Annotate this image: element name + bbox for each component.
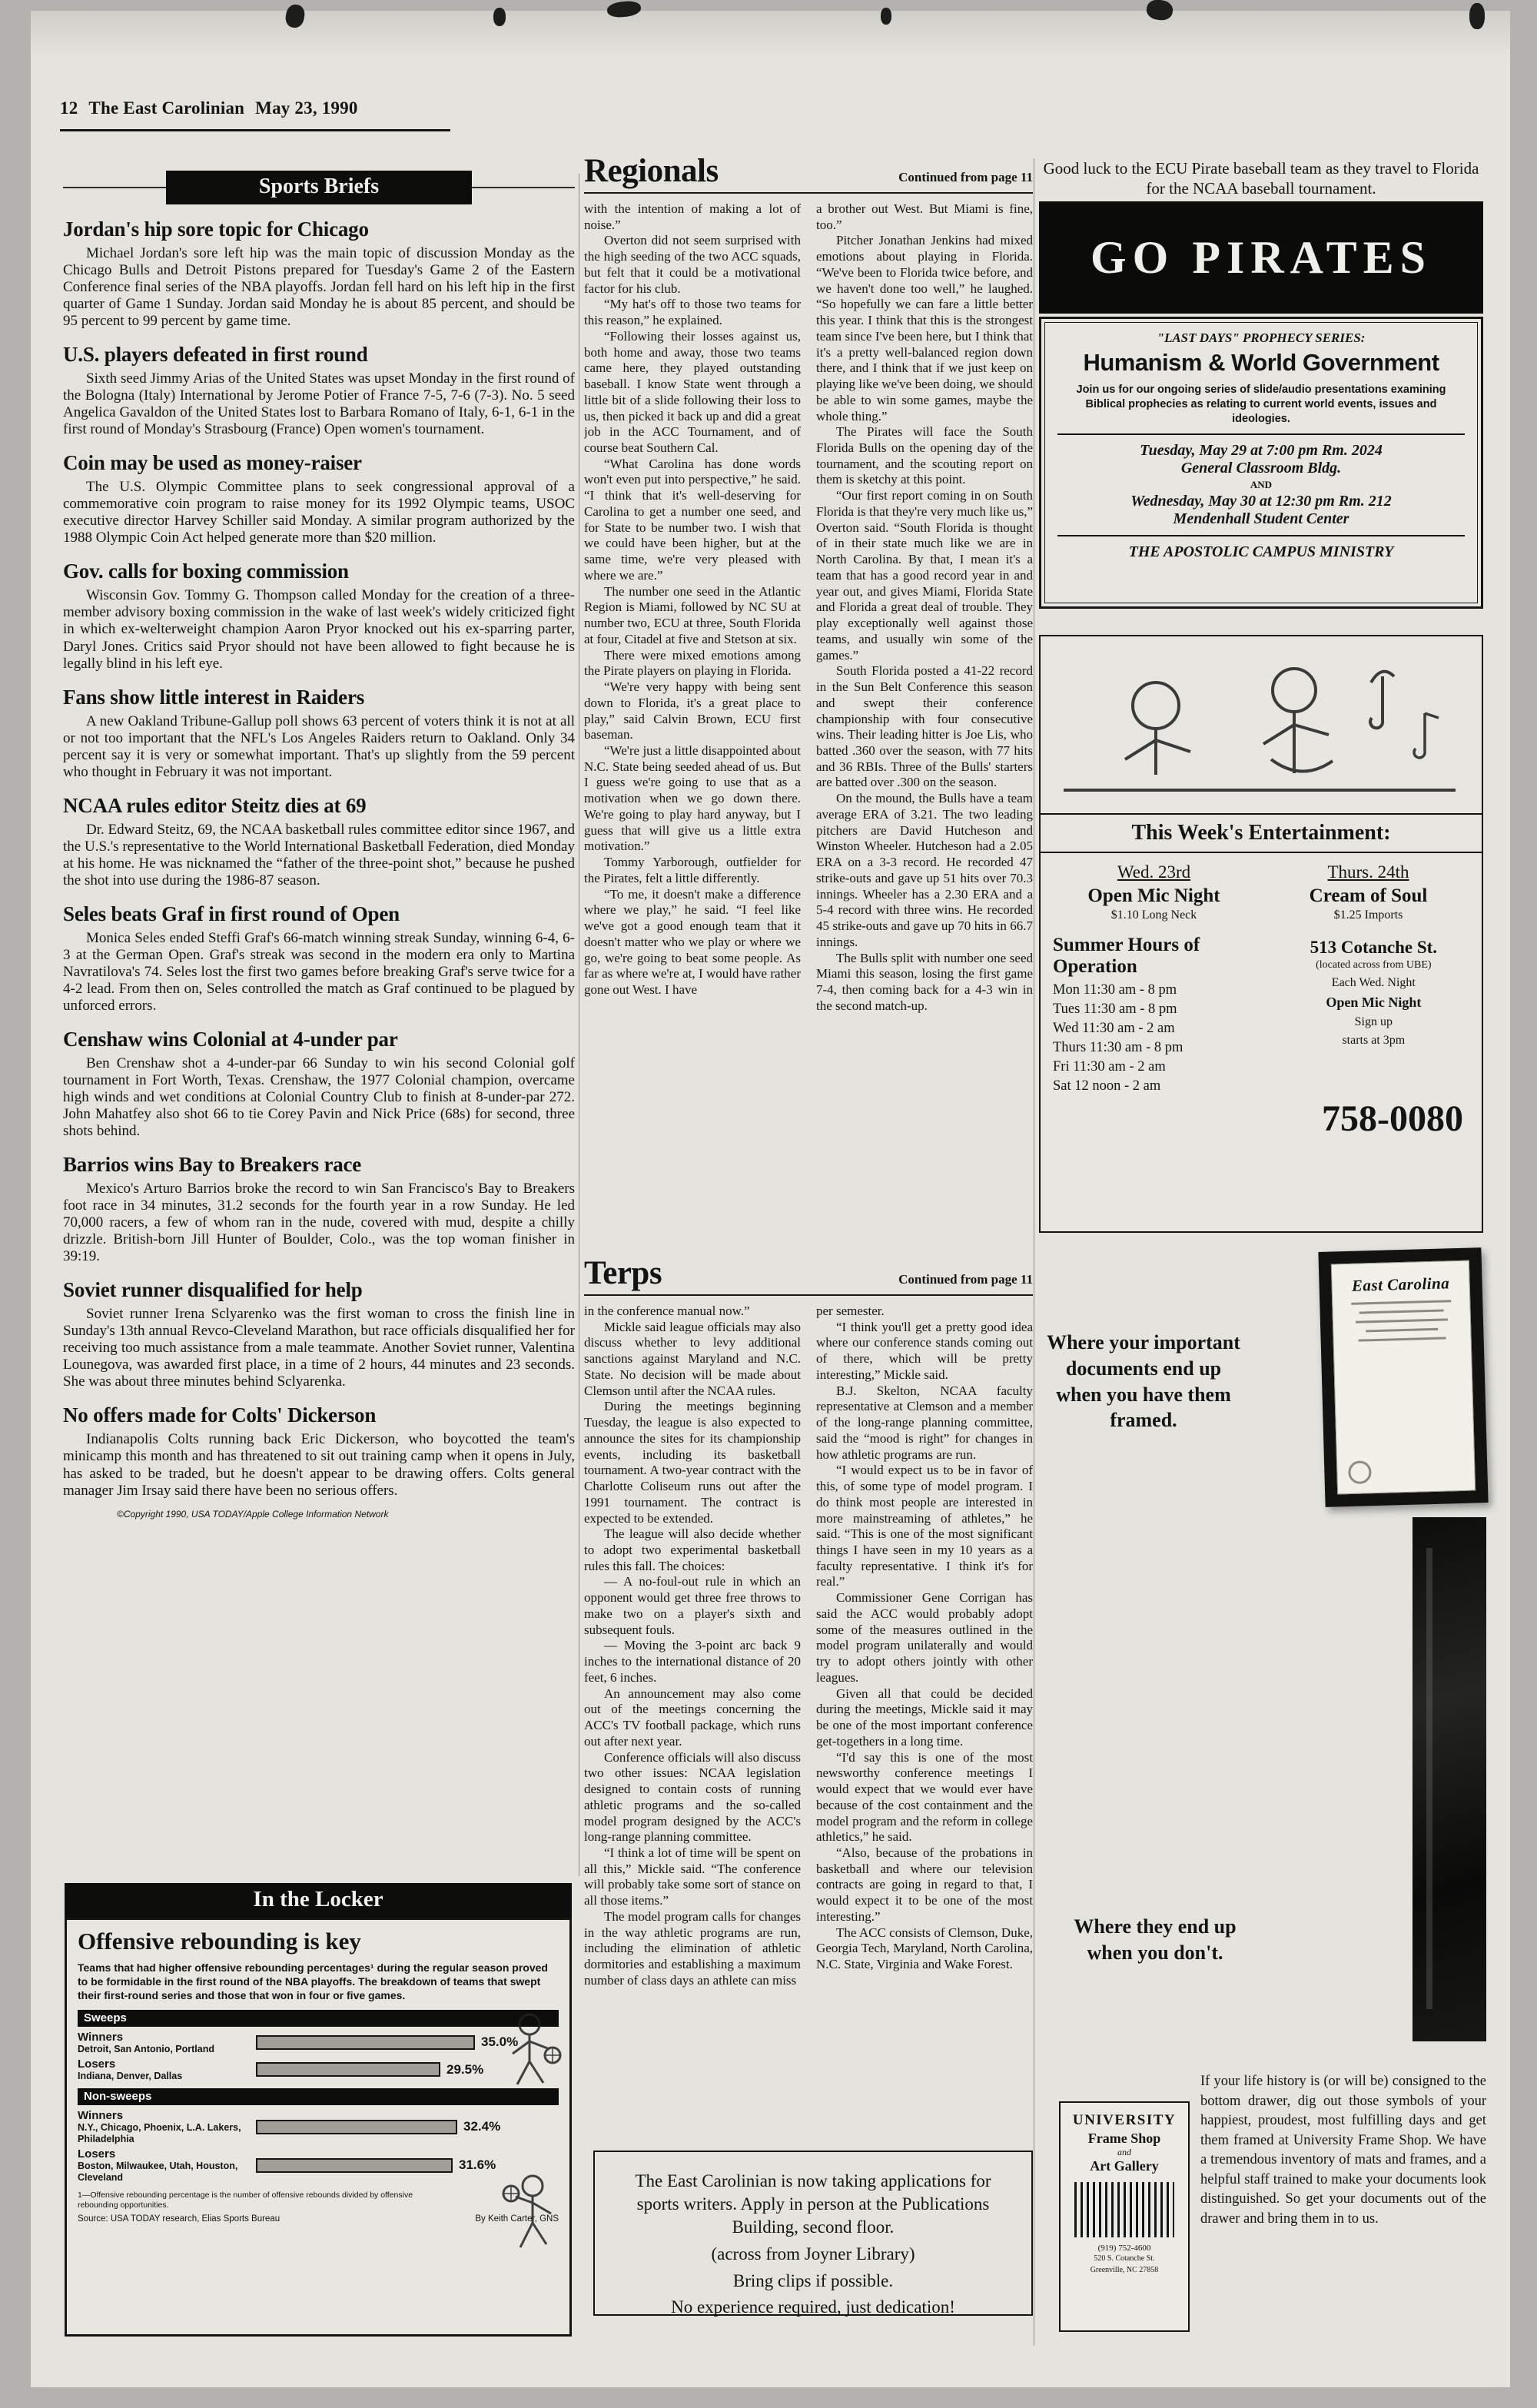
- shop-address-line: Greenville, NC 27858: [1090, 2265, 1159, 2274]
- good-luck-note: Good luck to the ECU Pirate baseball team as they travel to Florida for the NCAA baseball tournament.: [1043, 159, 1479, 198]
- infographic-intro: Teams that had higher offensive rebounding percentages¹ during the regular season proved to be formidable in the first round of the NBA playoffs. The breakdown of teams that swept their first-round series and those that won in four or five games.: [78, 1961, 548, 2001]
- hours-title: Summer Hours of Operation: [1053, 935, 1200, 977]
- decorative-frame-graphic: [1074, 2182, 1174, 2237]
- file-drawer-photo: [1413, 1517, 1486, 2041]
- framed-document-photo: [1318, 1247, 1488, 1507]
- regionals-story: [584, 152, 1033, 1241]
- percent-bar: [256, 2062, 440, 2077]
- prophecy-series-ad: [1039, 317, 1483, 609]
- rule: [1057, 535, 1465, 536]
- brief-body: Ben Crenshaw shot a 4-under-par 66 Sunday to win his second Colonial golf tournament in Fort Worth, Texas. Crenshaw, the 1977 Colonial champion, overcame high winds and wet conditions at Colonial Country Club to finish at 8-under-par 272. John Mahatfey also shot 66 to tie Corey Pavin and Nick Price (68s) for second, three shots behind.: [63, 1055, 575, 1140]
- brief-headline: Seles beats Graf in first round of Open: [63, 902, 400, 925]
- entertainment-lower: [1041, 925, 1482, 1098]
- cartoon-drawing: [1041, 636, 1482, 813]
- winners-label: Winners: [78, 2030, 124, 2044]
- summer-hours: [1053, 935, 1278, 1098]
- brief-article: [63, 218, 575, 330]
- venue-note: Sign up: [1354, 1015, 1393, 1028]
- scan-artifact: [493, 8, 506, 26]
- basketball-player-cartoon: [499, 2174, 565, 2254]
- sports-briefs-header-row: [63, 171, 575, 204]
- event2-when: Wednesday, May 30 at 12:30 pm Rm. 212: [1130, 492, 1392, 510]
- bar-cartoon-illustration: [1041, 636, 1482, 815]
- brief-article: [63, 794, 575, 889]
- page-header: [60, 98, 369, 118]
- brief-headline: Coin may be used as money-raiser: [63, 451, 362, 475]
- shop-name-line: UNIVERSITY: [1072, 2112, 1177, 2128]
- basketball-player-cartoon: [499, 2011, 565, 2091]
- event-name: Cream of Soul: [1309, 885, 1428, 906]
- brief-article: [63, 451, 575, 546]
- regionals-column-1: with the intention of making a lot of noise.” Overton did not seem surprised with the high seeding of the two ACC squads, but felt that it could be a motivational factor for his club. “My hat's off to those two teams for this reason,” he explained. “Following their losses against us, both home and away, those two teams came here, they played outstanding baseball. I know State went through a little bit of a slide following their loss to us, then picked it back up and did a great job in the ACC Tournament, and of course beat Southern Cal. “What Carolina has done words won't even put into perspective,” he said. “I think that it's well-deserving for Carolina to get a number one seed, and for State to be number two. I wish that we could have been higher, but at the same time, we're very pleased with where we are.” The number one seed in the Atlantic Region is Miami, followed by NC SU at number two, ECU at three, South Florida at four, Citadel at five and Stetson at six. There were mixed emotions among the Pirate players on playing in Florida. “We're very happy with being sent down to Florida, it's a great place to play,” said Calvin Brown, ECU first baseman. “We're just a little disappointed about N.C. State being seeded ahead of us. But I guess we're going to use that as a motivation when we go down there. We're going to play hard anyway, but I guess that will give us a little extra motivation.” Tommy Yarborough, outfielder for the Pirates, felt a little differently. “To me, it doesn't make a difference where we play,” he said. “I feel like we've got a good enough team that it doesn't matter who we play or where we go, we're going to beat some people. As far as where we're at, I would have rather gone out West. I have: [584, 201, 801, 997]
- continued-from-note: Continued from page 11: [898, 1272, 1033, 1287]
- prophecy-title: Humanism & World Government: [1083, 349, 1439, 376]
- winners-teams: Detroit, San Antonio, Portland: [78, 2043, 215, 2054]
- brief-body: Wisconsin Gov. Tommy G. Thompson called Monday for the creation of a three-member advisory boxing commission in the wake of last week's widely criticized fight in which ex-welterweight champion Aaron Pryor knocked out his ex-sparring parter, Daryl Jones. Critics said Pryor should not have been allowed to fight because he is legally blind in his left eye.: [63, 587, 575, 672]
- in-the-locker-header: In the Locker: [65, 1883, 572, 1918]
- percent-bar: [256, 2120, 457, 2134]
- brief-headline: U.S. players defeated in first round: [63, 343, 368, 367]
- frame-shop-ad: [1037, 1244, 1486, 2357]
- prophecy-series-label: "LAST DAYS" PROPHECY SERIES:: [1157, 330, 1366, 345]
- brief-headline: Gov. calls for boxing commission: [63, 560, 349, 583]
- ministry-name: THE APOSTOLIC CAMPUS MINISTRY: [1128, 543, 1394, 560]
- continued-from-note: Continued from page 11: [898, 170, 1033, 184]
- brief-article: [63, 1153, 575, 1265]
- venue-note: starts at 3pm: [1342, 1034, 1406, 1047]
- framed-headline: Where your important documents end up when you have them framed.: [1047, 1331, 1240, 1432]
- brief-body: A new Oakland Tribune-Gallup poll shows 63 percent of voters think it is not at all or not too important that the NFL's Los Angeles Raiders return to Oakland. Only 34 percent say it is very or somewhat important. That's up slightly from the 59 percent who thought in February it was not important.: [63, 712, 575, 780]
- sweeps-winners-row: [78, 2031, 559, 2054]
- rebounding-infographic: [65, 1918, 572, 2337]
- brief-article: [63, 343, 575, 438]
- brief-headline: Jordan's hip sore topic for Chicago: [63, 218, 369, 241]
- brief-body: Michael Jordan's sore left hip was the main topic of discussion Monday as the Chicago Bulls and Detroit Pistons prepared for Tuesday's Game 2 of the Eastern Conference final series of the NBA playoffs. Jordan fell hard on his left hip in the first quarter of Game 1 Sunday. Jordan said Monday he is about 85 percent, and should be 95 percent to 99 percent by game time.: [63, 245, 575, 330]
- infographic-title: Offensive rebounding is key: [78, 1928, 361, 1955]
- brief-body: Monica Seles ended Steffi Graf's 66-match winning streak Sunday, winning 6-4, 6-3 at the German Open. Graf's streak was second in the modern era only to Martina Navratilova's 74. Seles lost the first two games before breaking Graf's serve twice for a 4-2 lead. From then on, Seles controlled the match as Graf continued to be plagued by unforced errors.: [63, 929, 575, 1014]
- diploma-text-line: [1351, 1300, 1451, 1305]
- losers-label: Losers: [78, 2058, 116, 2071]
- team-block: [78, 2058, 256, 2081]
- event1-where: General Classroom Bldg.: [1180, 459, 1342, 477]
- thursday-event: [1261, 862, 1476, 922]
- sports-briefs-header: Sports Briefs: [166, 171, 472, 204]
- event-day: Thurs. 24th: [1327, 862, 1409, 882]
- go-pirates-banner: GO PIRATES: [1039, 201, 1483, 314]
- brief-article: [63, 1278, 575, 1390]
- sweeps-losers-row: [78, 2058, 559, 2081]
- scan-artifact: [1469, 3, 1485, 29]
- brief-body: The U.S. Olympic Committee plans to seek congressional approval of a commemorative coin program to raise money for its 1992 Olympic teams, USOC executive director Harvey Schiller said Monday. A similar program authorized by the 1988 Olympic Coin Act helped generate more than $20 million.: [63, 479, 575, 546]
- percent-bar: [256, 2035, 475, 2050]
- diploma-title: East Carolina: [1351, 1274, 1450, 1295]
- brief-body: Mexico's Arturo Barrios broke the record to win San Francisco's Bay to Breakers foot race in 34 minutes, 31.2 seconds for the fourth year in a row Sunday. He led 70,000 racers, a few of whom ran in the nude, covered with mud, despite a chilly drizzle. British-born Jill Hunter of Boulder, Colo., was the top woman finisher in 39:19.: [63, 1181, 575, 1265]
- percent-value: 32.4%: [463, 2119, 501, 2134]
- team-block: [78, 2031, 256, 2054]
- team-block: [78, 2147, 256, 2183]
- sports-writers-notice: The East Carolinian is now taking applications for sports writers. Apply in person at the Publications Building, second floor. (across from Joyner Library) Bring clips if possible. No experience required, just dedication!: [593, 2151, 1033, 2316]
- framed-diploma: [1331, 1260, 1476, 1495]
- brief-headline: Barrios wins Bay to Breakers race: [63, 1153, 362, 1177]
- diploma-text-line: [1359, 1337, 1446, 1341]
- prophecy-body: Join us for our ongoing series of slide/audio presentations examining Biblical prophecies as relating to current world events, issues and ideologies.: [1076, 384, 1446, 425]
- hours-list: Mon 11:30 am - 8 pm Tues 11:30 am - 8 pm Wed 11:30 am - 2 am Thurs 11:30 am - 8 pm Fri 11:30 am - 2 am Sat 12 noon - 2 am: [1053, 982, 1183, 1094]
- terps-columns: [584, 1304, 1033, 2143]
- entertainment-ad: [1039, 635, 1483, 1233]
- non-sweeps-losers-row: [78, 2147, 559, 2183]
- shop-name-line: Art Gallery: [1090, 2158, 1159, 2174]
- issue-date: May 23, 1990: [255, 98, 358, 118]
- losers-label: Losers: [78, 2147, 116, 2161]
- infographic-source-row: [78, 2214, 559, 2224]
- percent-bar: [256, 2158, 453, 2173]
- entertainment-events: [1041, 853, 1482, 925]
- brief-article: [63, 1403, 575, 1499]
- brief-headline: Censhaw wins Colonial at 4-under par: [63, 1027, 398, 1051]
- shop-phone: (919) 752-4600: [1097, 2244, 1151, 2253]
- shop-name-line: and: [1117, 2147, 1131, 2157]
- venue-address-note: (located across from UBE): [1316, 959, 1432, 971]
- non-sweeps-winners-row: [78, 2109, 559, 2144]
- percent-value: 31.6%: [459, 2157, 496, 2173]
- sweeps-label: Sweeps: [78, 2010, 559, 2027]
- team-block: [78, 2109, 256, 2144]
- drawer-highlight: [1426, 1548, 1432, 2009]
- brief-body: Dr. Edward Steitz, 69, the NCAA basketball rules committee editor since 1967, and the U.S.'s representative to the World International Basketball Federation, died Monday at his home. He was nicknamed the “father of the three-point shot,” because he pushed the shot into use during the 1986-87 season.: [63, 821, 575, 888]
- prophecy-ad-inner: [1044, 322, 1478, 603]
- percent-value: 35.0%: [481, 2034, 519, 2050]
- regionals-column-2: a brother out West. But Miami is fine, too.” Pitcher Jonathan Jenkins had mixed emotions about playing in Florida. “We've been to Florida twice before, and we haven't done too well,” he laughed. “So hopefully we can fare a little better this year. I think that this is the strongest team since I've been here, but I think that it's a pretty well-balanced region down there, and I think that if we just keep on playing like we've been doing, we should be able to win some games, maybe the whole thing.” The Pirates will face the South Florida Bulls on the opening day of the tournament, and the scouting report on them is sketchy at this point. “Our first report coming in on South Florida is that they're very much like us,” Overton said. “South Florida is thought of in their state much like we are in North Carolina. By that, I mean it's a team that has a good record year in and year out, and gives Miami, Florida State and Florida a great deal of trouble. They play exceptionally well against those teams, and usually win some of the games.” South Florida posted a 41-22 record in the Sun Belt Conference this season and swept their conference championship with four consecutive wins. Their leading hitter is Joe Lis, who batted .360 over the season, with 77 hits and 36 RBIs. Three of the Bulls' starters are batted over .300 on the season. On the mound, the Bulls have a team average ERA of 3.21. The two leading pitchers are David Hutcheson and Winston Wheeler. Hutcheson had a 2.05 ERA on a 3-3 record. He recorded 47 strike-outs and gave up 51 hits over 70.3 innings. Wheeler has a 2.30 ERA and a 5-4 record with three wins. He recorded 45 strike-outs and gave up 70 hits in 66.7 innings. The Bulls split with number one seed Miami this season, losing the first game 7-4, then coming back for a 4-3 win in the second match-up.: [816, 201, 1033, 1013]
- diploma-text-line: [1366, 1328, 1439, 1333]
- shop-address-line: 520 S. Cotanche St.: [1094, 2254, 1155, 2263]
- venue-address: 513 Cotanche St.: [1310, 938, 1438, 957]
- page-number: 12: [60, 98, 78, 118]
- masthead: The East Carolinian: [88, 98, 245, 118]
- brief-headline: NCAA rules editor Steitz dies at 69: [63, 793, 367, 817]
- and-label: AND: [1250, 478, 1273, 490]
- terps-column-1: in the conference manual now.” Mickle said league officials may also discuss whether to levy additional sanctions against Maryland and N.C. State. No decision will be made about Clemson until after the NCAA rules. During the meetings beginning Tuesday, the league is also expected to announce the sites for its championship events, including its basketball tournament. A two-year contract with the Charlotte Coliseum runs out after the 1991 tournament. The contract is expected to be extended. The league will also decide whether to adopt two experimental basketball rules this fall. The choices: — A no-foul-out rule in which an opponent would get three free throws to make two on a player's sixth and subsequent fouls. — Moving the 3-point arc back 9 inches to the international distance of 20 feet, 6 inches. An announcement may also come out of the meetings concerning the ACC's TV football package, which runs out after next year. Conference officials will also discuss two other issues: NCAA legislation designed to contain costs of running athletic programs and the so-called model program designed by the ACC's long-range planning committee. “I think a lot of time will be spent on all this,” Mickle said. “The conference will probably take some sort of stance on all those items.” The model program calls for changes in the way athletic programs are run, including the elimination of athletic dormitories and establishing a maximum number of class days an athlete can miss: [584, 1304, 801, 1988]
- brief-article: [63, 686, 575, 781]
- venue-note: Each Wed. Night: [1331, 976, 1416, 989]
- header-rule: [60, 129, 450, 131]
- copyright-line: ©Copyright 1990, USA TODAY/Apple College Information Network: [117, 1508, 389, 1520]
- in-the-locker-section: [65, 1883, 572, 2337]
- brief-body: Indianapolis Colts running back Eric Dickerson, who boycotted the team's minicamp this month and has threatened to sit out training camp when it opens in July, has asked to be traded, but he doesn't appear to be drawing offers. Colts general manager Jim Irsay said there have been no serious offers.: [63, 1431, 575, 1499]
- regionals-headline: Regionals: [584, 153, 719, 189]
- unframed-headline: Where they end up when you don't.: [1074, 1915, 1237, 1964]
- frame-shop-body-copy: If your life history is (or will be) consigned to the bottom drawer, dig out those symbols of your happiest, proudest, most fulfilling days and get them framed at University Frame Shop. We have a tremendous inventory of mats and frames, and a helpful staff trained to make your documents look distinguished. So get your documents out of the drawer and bring them in to us.: [1200, 2074, 1486, 2227]
- entertainment-header: This Week's Entertainment:: [1041, 815, 1482, 853]
- percent-value: 29.5%: [446, 2061, 484, 2077]
- diploma-text-line: [1356, 1318, 1448, 1323]
- brief-article: [63, 1028, 575, 1140]
- infographic-credit: By Keith Carter, GNS: [475, 2214, 559, 2224]
- venue-location: [1278, 935, 1469, 1098]
- brief-article: [63, 902, 575, 1015]
- losers-teams: Boston, Milwaukee, Utah, Houston, Cleveland: [78, 2161, 238, 2183]
- brief-headline: Fans show little interest in Raiders: [63, 685, 365, 709]
- event-special: $1.25 Imports: [1333, 908, 1403, 922]
- wednesday-event: [1047, 862, 1261, 922]
- shop-name-line: Frame Shop: [1087, 2131, 1161, 2146]
- brief-headline: Soviet runner disqualified for help: [63, 1278, 363, 1302]
- event-special: $1.10 Long Neck: [1110, 908, 1197, 922]
- terps-headline-row: [584, 1254, 1033, 1296]
- diploma-seal: [1348, 1460, 1372, 1484]
- brief-body: Sixth seed Jimmy Arias of the United States was upset Monday in the first round of the Bologna (Italy) International by Jerome Potier of France 7-5, 7-6 (7-3). No. 5 seed Angelica Gavaldon of the United States lost to Barbara Romano of Italy, 6-1, 6-1 in the first round of Monday's Strasbourg (France) Open women's tournament.: [63, 370, 575, 438]
- losers-teams: Indiana, Denver, Dallas: [78, 2071, 183, 2082]
- event2-where: Mendenhall Student Center: [1173, 510, 1349, 527]
- infographic-source: Source: USA TODAY research, Elias Sports Bureau: [78, 2214, 281, 2224]
- venue-phone: 758-0080: [1322, 1098, 1463, 1139]
- scan-artifact: [881, 8, 891, 25]
- sports-briefs-column: [63, 171, 575, 1878]
- diploma-text-line: [1359, 1309, 1444, 1314]
- rule: [1057, 433, 1465, 435]
- regionals-columns: [584, 201, 1033, 1241]
- brief-body: Soviet runner Irena Sclyarenko was the first woman to cross the finish line in Sunday's 13th annual Revco-Cleveland Marathon, but race officials disqualified her for receiving too much assistance from a male teammate. Another Soviet runner, Valentina Lounegova, was awarded first place, in a time of 2 hours, 44 minutes and 23 seconds. She was about three minutes behind Sclyarenka.: [63, 1306, 575, 1390]
- terps-column-2: per semester. “I think you'll get a pretty good idea where our conference stands coming out of there, which will be pretty interesting,” Mickle said. B.J. Skelton, NCAA faculty representative at Clemson and a member of the long-range planning committee, said the “mood is right” for changes in how athletic programs are run. “I would expect us to be in favor of this, of some type of model program. I do think most people are interested in more mainstreaming of athletes,” he said. “This is one of the most significant things I have seen in my 10 years as a faculty representative. I think it's for real.” Commissioner Gene Corrigan has said the ACC would probably adopt some of the measures outlined in the model program unilaterally and would try to adopt others jointly with other leagues. Given all that could be decided during the meetings, Mickle said it may be one of the most important conference get-togethers in a long time. “I'd say this is one of the most newsworthy conference meetings I would expect that we would ever have because of the cost containment and the model program and the reform in college athletics,” he said. “Also, because of the probations in basketball and where our television contracts are going in regard to that, I would expect it to be one of the most interesting.” The ACC consists of Clemson, Duke, Georgia Tech, Maryland, North Carolina, N.C. State, Virginia and Wake Forest.: [816, 1304, 1033, 1972]
- winners-label: Winners: [78, 2109, 124, 2123]
- non-sweeps-label: Non-sweeps: [78, 2088, 559, 2105]
- brief-headline: No offers made for Colts' Dickerson: [63, 1403, 377, 1427]
- event1-when: Tuesday, May 29 at 7:00 pm Rm. 2024: [1140, 441, 1383, 459]
- regionals-headline-row: [584, 152, 1033, 194]
- frame-shop-logo-box: [1059, 2101, 1190, 2332]
- winners-teams: N.Y., Chicago, Phoenix, L.A. Lakers, Philadelphia: [78, 2122, 241, 2144]
- event-day: Wed. 23rd: [1117, 862, 1191, 882]
- scan-edge-shade: [31, 11, 1510, 57]
- infographic-footnote: 1—Offensive rebounding percentage is the number of offensive rebounds divided by offensive rebounding opportunities.: [78, 2190, 413, 2210]
- brief-article: [63, 560, 575, 672]
- event-name: Open Mic Night: [1087, 885, 1220, 906]
- terps-story: [584, 1254, 1033, 2143]
- venue-note: Open Mic Night: [1326, 995, 1422, 1010]
- terps-headline: Terps: [584, 1255, 662, 1291]
